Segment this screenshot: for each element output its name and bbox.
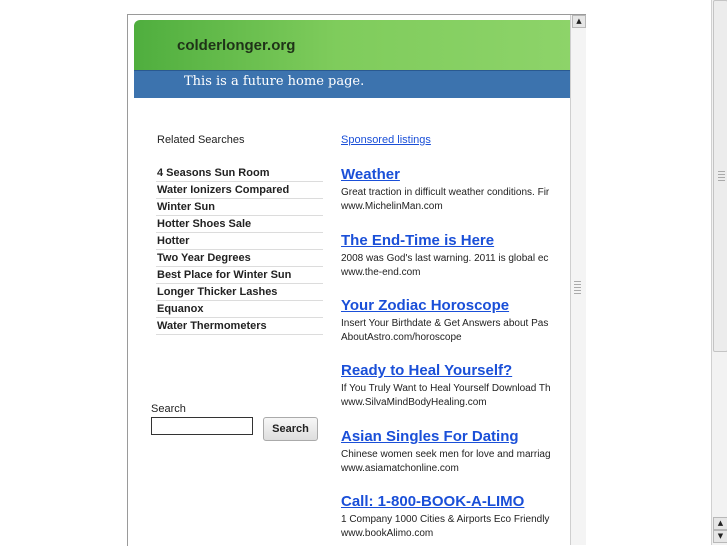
- related-search-link[interactable]: Longer Thicker Lashes: [156, 284, 323, 301]
- frame-scrollbar[interactable]: [570, 15, 586, 545]
- related-searches-title: Related Searches: [157, 134, 245, 146]
- ad-title-link[interactable]: Weather: [341, 166, 400, 183]
- search-button[interactable]: Search: [263, 417, 318, 441]
- ad-url[interactable]: AboutAstro.com/horoscope: [341, 332, 462, 343]
- sponsored-ad: [341, 493, 586, 539]
- related-search-link[interactable]: Water Ionizers Compared: [156, 182, 323, 199]
- tagline-text: This is a future home page.: [184, 74, 365, 89]
- ad-description: 1 Company 1000 Cities & Airports Eco Friendly: [341, 514, 550, 525]
- ad-description: 2008 was God's last warning. 2011 is global ec: [341, 253, 549, 264]
- related-search-link[interactable]: Equanox: [156, 301, 323, 318]
- sponsored-listings-link[interactable]: Sponsored listings: [341, 134, 431, 146]
- ad-title-link[interactable]: Call: 1-800-BOOK-A-LIMO: [341, 493, 525, 510]
- ad-url[interactable]: www.the-end.com: [341, 267, 421, 278]
- ad-url[interactable]: www.asiamatchonline.com: [341, 463, 459, 474]
- sponsored-ad: [341, 166, 586, 212]
- scroll-down-icon[interactable]: ▼: [713, 530, 727, 543]
- page-scrollbar[interactable]: [711, 0, 727, 545]
- search-label: Search: [151, 403, 186, 415]
- domain-title: colderlonger.org: [177, 37, 296, 54]
- sponsored-ad: [341, 362, 586, 408]
- ad-url[interactable]: www.MichelinMan.com: [341, 201, 443, 212]
- ad-title-link[interactable]: Your Zodiac Horoscope: [341, 297, 510, 314]
- related-search-link[interactable]: 4 Seasons Sun Room: [156, 165, 323, 182]
- ad-description: Great traction in difficult weather conditions. Fir: [341, 187, 550, 198]
- search-input[interactable]: [151, 417, 253, 435]
- grip-icon: [574, 281, 581, 295]
- related-searches-list: [156, 165, 323, 335]
- related-search-link[interactable]: Best Place for Winter Sun: [156, 267, 323, 284]
- sponsored-ad: [341, 232, 586, 278]
- related-search-link[interactable]: Hotter Shoes Sale: [156, 216, 323, 233]
- ad-title-link[interactable]: The End-Time is Here: [341, 232, 495, 249]
- ad-title-link[interactable]: Asian Singles For Dating: [341, 428, 519, 445]
- related-search-link[interactable]: Hotter: [156, 233, 323, 250]
- sponsored-ad: [341, 428, 586, 474]
- related-search-link[interactable]: Water Thermometers: [156, 318, 323, 335]
- parked-page-frame: [127, 14, 586, 546]
- ad-description: If You Truly Want to Heal Yourself Download Th: [341, 383, 551, 394]
- ad-description: Chinese women seek men for love and marriag: [341, 449, 551, 460]
- ad-url[interactable]: www.bookAlimo.com: [341, 528, 434, 539]
- ad-url[interactable]: www.SilvaMindBodyHealing.com: [341, 397, 487, 408]
- grip-icon: [718, 171, 725, 183]
- ad-title-link[interactable]: Ready to Heal Yourself?: [341, 362, 513, 379]
- sponsored-ad: [341, 297, 586, 343]
- page-scrollbar-thumb[interactable]: [713, 0, 727, 352]
- scroll-up-icon[interactable]: ▲: [572, 15, 586, 28]
- related-search-link[interactable]: Two Year Degrees: [156, 250, 323, 267]
- scroll-up-icon[interactable]: ▲: [713, 517, 727, 530]
- ad-description: Insert Your Birthdate & Get Answers about Pas: [341, 318, 549, 329]
- related-search-link[interactable]: Winter Sun: [156, 199, 323, 216]
